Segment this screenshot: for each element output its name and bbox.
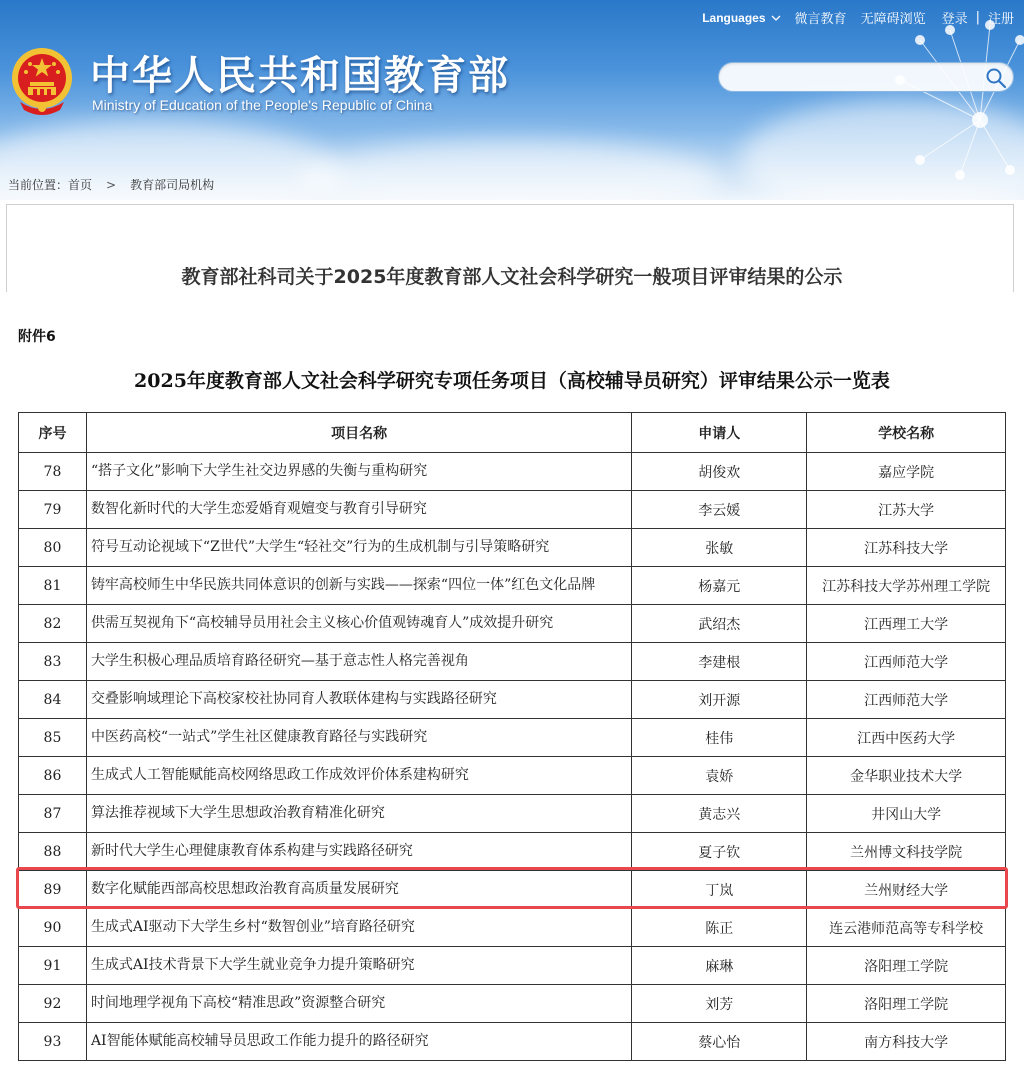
header-applicant: 申请人 [632,413,807,453]
school-name: 洛阳理工学院 [807,947,1006,985]
applicant-name: 袁娇 [632,757,807,795]
table-row [19,947,1006,985]
applicant-name: 桂伟 [632,719,807,757]
row-number: 83 [19,643,87,681]
table-row [19,795,1006,833]
applicant-name: 丁岚 [632,871,807,909]
site-header [0,0,1024,200]
school-name: 江西理工大学 [807,605,1006,643]
row-number: 86 [19,757,87,795]
table-row [19,909,1006,947]
nav-separator: | [975,10,980,25]
project-name: 生成式人工智能赋能高校网络思政工作成效评价体系建构研究 [86,757,631,795]
applicant-name: 刘开源 [632,681,807,719]
project-name: 符号互动论视域下“Z世代”大学生“轻社交”行为的生成机制与引导策略研究 [86,529,631,567]
chevron-right-icon: > [106,177,117,192]
search-icon[interactable] [985,67,1007,89]
site-title[interactable]: 中华人民共和国教育部 [90,53,510,99]
table-row [19,833,1006,871]
register-link[interactable]: 注册 [987,12,1014,27]
applicant-name: 李建根 [632,643,807,681]
project-name: AI智能体赋能高校辅导员思政工作能力提升的路径研究 [86,1023,631,1061]
results-table [18,412,1006,1061]
table-row [19,453,1006,491]
row-number: 91 [19,947,87,985]
school-name: 江苏科技大学苏州理工学院 [807,567,1006,605]
table-row [19,643,1006,681]
applicant-name: 李云媛 [632,491,807,529]
project-name: 生成式AI驱动下大学生乡村“数智创业”培育路径研究 [86,909,631,947]
project-name: 交叠影响域理论下高校家校社协同育人教联体建构与实践路径研究 [86,681,631,719]
project-name: 数字化赋能西部高校思想政治教育高质量发展研究 [86,871,631,909]
applicant-name: 张敏 [632,529,807,567]
search-input[interactable] [731,67,981,87]
attachment-label: 附件6 [18,329,56,345]
chevron-down-icon [771,14,781,22]
accessible-browse-link[interactable]: 无障碍浏览 [860,12,926,27]
row-number: 90 [19,909,87,947]
languages-dropdown[interactable] [702,11,780,25]
project-name: 时间地理学视角下高校“精准思政”资源整合研究 [86,985,631,1023]
header-project-name: 项目名称 [86,413,631,453]
row-number: 78 [19,453,87,491]
applicant-name: 武绍杰 [632,605,807,643]
row-number: 87 [19,795,87,833]
school-name: 井冈山大学 [807,795,1006,833]
breadcrumb-current[interactable]: 教育部司局机构 [130,178,215,192]
applicant-name: 夏子钦 [632,833,807,871]
search-bar [718,62,1014,92]
breadcrumb-home[interactable]: 首页 [68,178,93,192]
school-name: 江苏大学 [807,491,1006,529]
row-number: 79 [19,491,87,529]
project-name: 大学生积极心理品质培育路径研究—基于意志性人格完善视角 [86,643,631,681]
applicant-name: 黄志兴 [632,795,807,833]
table-row [19,491,1006,529]
row-number: 85 [19,719,87,757]
article-title: 教育部社科司关于2025年度教育部人文社会科学研究一般项目评审结果的公示 [181,266,843,288]
header-cloud [300,140,720,200]
school-name: 江苏科技大学 [807,529,1006,567]
school-name: 南方科技大学 [807,1023,1006,1061]
table-row [19,719,1006,757]
table-row [19,529,1006,567]
project-name: 新时代大学生心理健康教育体系构建与实践路径研究 [86,833,631,871]
header-no: 序号 [19,413,87,453]
weiyan-link[interactable]: 微言教育 [794,12,847,27]
row-number: 84 [19,681,87,719]
row-number: 81 [19,567,87,605]
table-body [19,453,1006,1061]
table-row [19,1023,1006,1061]
table-row [19,681,1006,719]
school-name: 江西师范大学 [807,681,1006,719]
school-name: 兰州财经大学 [807,871,1006,909]
applicant-name: 陈正 [632,909,807,947]
project-name: 生成式AI技术背景下大学生就业竞争力提升策略研究 [86,947,631,985]
project-name: 算法推荐视域下大学生思想政治教育精准化研究 [86,795,631,833]
site-subtitle: Ministry of Education of the People's Republic of China [92,97,433,113]
school-name: 江西师范大学 [807,643,1006,681]
project-name: 中医药高校“一站式”学生社区健康教育路径与实践研究 [86,719,631,757]
breadcrumb-label: 当前位置： [8,178,69,192]
row-number: 88 [19,833,87,871]
applicant-name: 胡俊欢 [632,453,807,491]
applicant-name: 麻琳 [632,947,807,985]
project-name: 铸牢高校师生中华民族共同体意识的创新与实践——探索“四位一体”红色文化品牌 [86,567,631,605]
school-name: 洛阳理工学院 [807,985,1006,1023]
table-header-row [19,413,1006,453]
top-nav [688,8,1014,27]
school-name: 连云港师范高等专科学校 [807,909,1006,947]
row-number: 89 [19,871,87,909]
breadcrumb [8,176,214,193]
school-name: 兰州博文科技学院 [807,833,1006,871]
school-name: 江西中医药大学 [807,719,1006,757]
row-number: 93 [19,1023,87,1061]
applicant-name: 蔡心怡 [632,1023,807,1061]
table-row [19,871,1006,909]
row-number: 80 [19,529,87,567]
school-name: 嘉应学院 [807,453,1006,491]
national-emblem-icon[interactable] [10,44,74,116]
table-row [19,605,1006,643]
school-name: 金华职业技术大学 [807,757,1006,795]
login-link[interactable]: 登录 [941,12,968,27]
project-name: 供需互契视角下“高校辅导员用社会主义核心价值观铸魂育人”成效提升研究 [86,605,631,643]
table-row [19,567,1006,605]
applicant-name: 杨嘉元 [632,567,807,605]
table-row [19,985,1006,1023]
table-row [19,757,1006,795]
applicant-name: 刘芳 [632,985,807,1023]
row-number: 82 [19,605,87,643]
project-name: “搭子文化”影响下大学生社交边界感的失衡与重构研究 [86,453,631,491]
row-number: 92 [19,985,87,1023]
languages-label: Languages [702,10,766,25]
table-title: 2025年度教育部人文社会科学研究专项任务项目（高校辅导员研究）评审结果公示一览表 [134,370,890,392]
header-school: 学校名称 [807,413,1006,453]
project-name: 数智化新时代的大学生恋爱婚育观嬗变与教育引导研究 [86,491,631,529]
